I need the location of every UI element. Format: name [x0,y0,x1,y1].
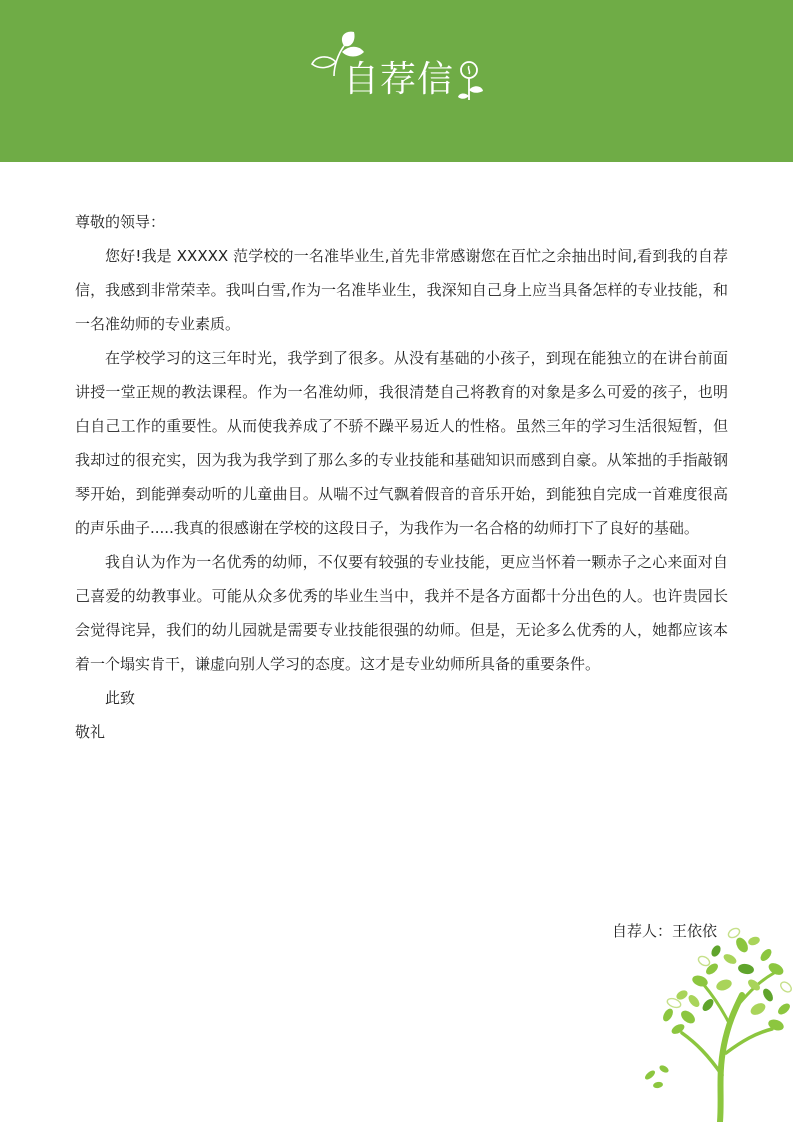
signature: 自荐人：王依依 [612,922,718,940]
paragraph-intro: 您好!我是 XXXXX 范学校的一名准毕业生,首先非常感谢您在百忙之余抽出时间,看到我的自荐信，我感到非常荣幸。我叫白雪,作为一名准毕业生，我深知自己身上应当具备怎样的专业技能，和一名准幼师的专业素质。 [75,247,728,333]
letter-body [75,205,728,749]
closing-salute: 敬礼 [75,723,106,741]
header-title-area [0,0,793,162]
tree-icon [638,925,793,1122]
sprout-icon [456,58,488,104]
paragraph-study: 在学校学习的这三年时光，我学到了很多。从没有基础的小孩子，到现在能独立的在讲台前面讲授一堂正规的教法课程。作为一名准幼师，我很清楚自己将教育的对象是多么可爱的孩子，也明白自己工作的重要性。从而使我养成了不骄不躁平易近人的性格。虽然三年的学习生活很短暂，但我却过的很充实，因为我为我学到了那么多的专业技能和基础知识而感到自豪。从笨拙的手指敲钢琴开始，到能弹奏动听的儿童曲目。从喘不过气飘着假音的音乐开始，到能独自完成一首难度很高的声乐曲子.....我真的很感谢在学校的这段日子，为我作为一名合格的幼师打下了良好的基础。 [75,349,728,537]
closing-respect: 此致 [105,689,136,707]
salutation: 尊敬的领导： [75,213,166,231]
page-title: 自荐信 [343,59,455,100]
paragraph-attitude: 我自认为作为一名优秀的幼师，不仅要有较强的专业技能，更应当怀着一颗赤子之心来面对自己喜爱的幼教事业。可能从众多优秀的毕业生当中，我并不是各方面都十分出色的人。也许贵园长会觉得诧异，我们的幼儿园就是需要专业技能很强的幼师。但是，无论多么优秀的人，她都应该本着一个塌实肯干，谦虚向别人学习的态度。这才是专业幼师所具备的重要条件。 [75,553,728,673]
